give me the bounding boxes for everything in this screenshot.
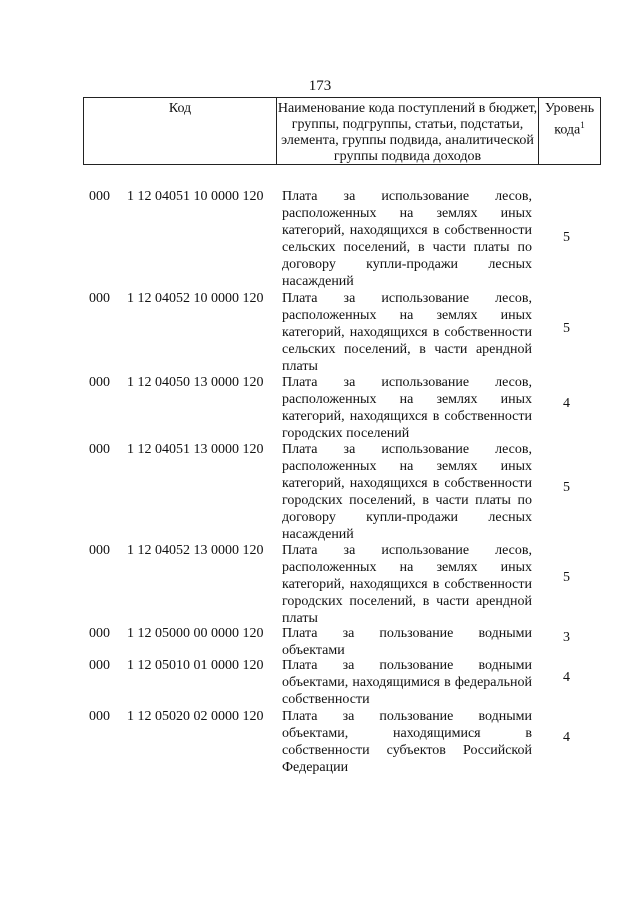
row-level: 5 [563,480,570,495]
row-level: 5 [563,321,570,336]
row-name: Плата за использование лесов, расположенных на землях иных категорий, находящихся в собственности городских поселений [282,375,532,441]
row-code: 1 12 04050 13 0000 120 [127,375,264,390]
row-name: Плата за использование лесов, расположенных на землях иных категорий, находящихся в собственности сельских поселений, в части платы по договору купли-продажи лесных насаждений [282,189,532,289]
row-prefix: 000 [89,709,110,724]
row-name: Плата за пользование водными объектами [282,626,532,658]
row-prefix: 000 [89,375,110,390]
row-name: Плата за использование лесов, расположенных на землях иных категорий, находящихся в собственности городских поселений, в части арендной платы [282,543,532,626]
header-level-line2: кода [554,122,581,138]
row-prefix: 000 [89,291,110,306]
row-code: 1 12 04051 10 0000 120 [127,189,264,204]
row-prefix: 000 [89,658,110,673]
row-code: 1 12 04051 13 0000 120 [127,442,264,457]
row-level: 3 [563,630,570,645]
row-prefix: 000 [89,543,110,558]
row-name: Плата за пользование водными объектами, находящимися в собственности субъектов Российской Федерации [282,709,532,775]
row-level: 5 [563,570,570,585]
header-name: Наименование кода поступлений в бюджет, группы, подгруппы, статьи, подстатьи, элемента, группы подвида, аналитической группы подвида доходов [277,98,539,164]
row-prefix: 000 [89,189,110,204]
row-level: 4 [563,396,570,411]
header-level [539,98,600,164]
row-code: 1 12 05020 02 0000 120 [127,709,264,724]
row-code: 1 12 05010 01 0000 120 [127,658,264,673]
row-prefix: 000 [89,442,110,457]
row-code: 1 12 04052 10 0000 120 [127,291,264,306]
row-name: Плата за использование лесов, расположенных на землях иных категорий, находящихся в собственности городских поселений, в части платы по договору купли-продажи лесных насаждений [282,442,532,542]
header-level-line1: Уровень [544,101,595,116]
row-code: 1 12 05000 00 0000 120 [127,626,264,641]
row-name: Плата за использование лесов, расположенных на землях иных категорий, находящихся в собственности сельских поселений, в части арендной платы [282,291,532,374]
table-header [83,97,601,165]
page-number: 173 [308,78,332,94]
header-level-footnote: 1 [580,120,585,130]
row-level: 4 [563,670,570,685]
row-level: 5 [563,230,570,245]
row-level: 4 [563,730,570,745]
row-prefix: 000 [89,626,110,641]
header-code: Код [84,98,277,164]
row-code: 1 12 04052 13 0000 120 [127,543,264,558]
row-name: Плата за пользование водными объектами, находящимися в федеральной собственности [282,658,532,707]
